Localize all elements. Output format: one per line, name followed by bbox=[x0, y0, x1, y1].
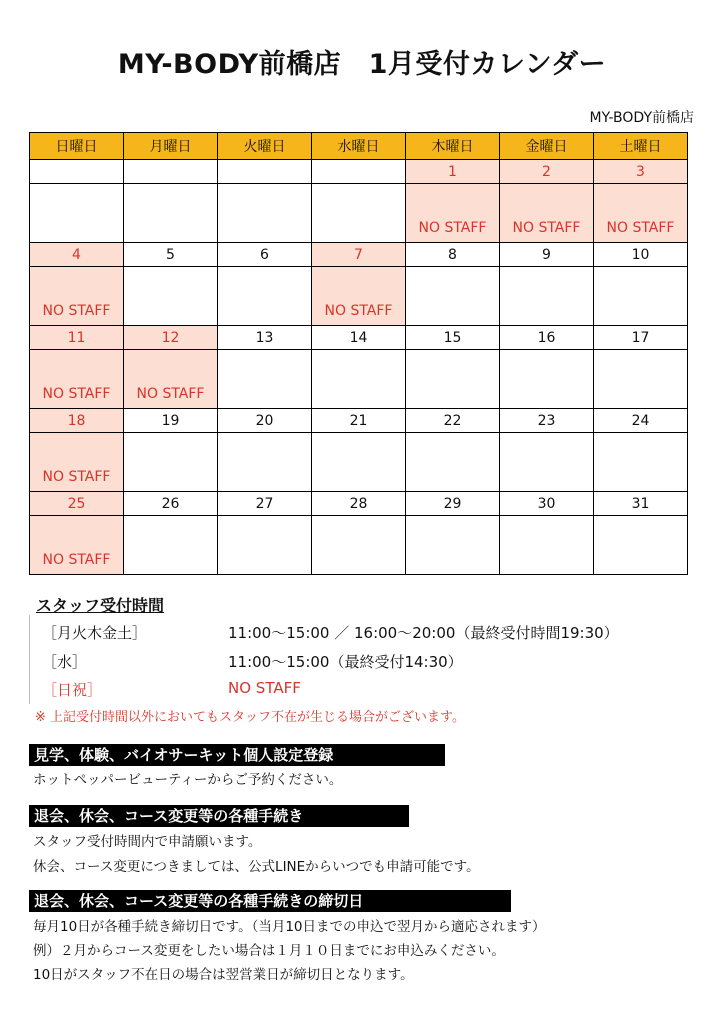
calendar-day-cell bbox=[312, 516, 406, 575]
calendar-date: 13 bbox=[218, 326, 312, 350]
calendar-date: 20 bbox=[218, 409, 312, 433]
calendar-day-cell bbox=[30, 184, 124, 243]
no-staff-label: NO STAFF bbox=[324, 303, 393, 319]
calendar-day-cell bbox=[30, 516, 124, 575]
calendar-day-cell bbox=[124, 267, 218, 326]
section-text: 毎月10日が各種手続き締切日です。（当月10日までの申込で翌月から適応されます） bbox=[33, 919, 546, 935]
calendar-date: 3 bbox=[594, 160, 688, 184]
section-text: 休会、コース変更につきましては、公式LINEからいつでも申請可能です。 bbox=[33, 859, 480, 875]
no-staff-label: NO STAFF bbox=[42, 386, 111, 402]
calendar-day-cell bbox=[594, 267, 688, 326]
calendar-day-cell bbox=[312, 433, 406, 492]
weekday-header: 火曜日 bbox=[218, 133, 312, 160]
calendar-status-row bbox=[30, 350, 688, 409]
hours-value: NO STAFF bbox=[228, 679, 301, 697]
calendar-date: 19 bbox=[124, 409, 218, 433]
calendar-date: 1 bbox=[406, 160, 500, 184]
calendar-date bbox=[218, 160, 312, 184]
hours-title: スタッフ受付時間 bbox=[36, 596, 165, 615]
calendar-date: 21 bbox=[312, 409, 406, 433]
page-title: MY-BODY前橋店 1月受付カレンダー bbox=[117, 49, 607, 80]
calendar-date-row bbox=[30, 243, 688, 267]
calendar-day-cell bbox=[594, 433, 688, 492]
calendar-day-cell bbox=[500, 267, 594, 326]
no-staff-label: NO STAFF bbox=[606, 220, 675, 236]
weekday-header: 土曜日 bbox=[594, 133, 688, 160]
hours-value: 11:00～15:00（最終受付14:30） bbox=[228, 653, 463, 671]
calendar-day-cell bbox=[500, 516, 594, 575]
calendar-day-cell bbox=[124, 350, 218, 409]
calendar-day-cell bbox=[30, 350, 124, 409]
calendar-day-cell bbox=[594, 516, 688, 575]
hours-label: ［日祝］ bbox=[42, 681, 103, 699]
calendar-day-cell bbox=[312, 350, 406, 409]
calendar-status-row bbox=[30, 184, 688, 243]
calendar-date-row bbox=[30, 409, 688, 433]
calendar-table bbox=[29, 132, 688, 575]
calendar-day-cell bbox=[30, 267, 124, 326]
calendar-day-cell bbox=[406, 267, 500, 326]
no-staff-label: NO STAFF bbox=[512, 220, 581, 236]
calendar-day-cell bbox=[218, 350, 312, 409]
calendar-day-cell bbox=[218, 516, 312, 575]
calendar-date: 14 bbox=[312, 326, 406, 350]
calendar-status-row bbox=[30, 433, 688, 492]
calendar-date: 29 bbox=[406, 492, 500, 516]
calendar-date: 5 bbox=[124, 243, 218, 267]
calendar-date-row bbox=[30, 492, 688, 516]
no-staff-label: NO STAFF bbox=[418, 220, 487, 236]
section-text: 10日がスタッフ不在日の場合は翌営業日が締切日となります。 bbox=[33, 967, 414, 983]
calendar-date: 10 bbox=[594, 243, 688, 267]
section-heading: 見学、体験、バイオサーキット個人設定登録 bbox=[29, 744, 445, 766]
calendar-date: 9 bbox=[500, 243, 594, 267]
calendar-day-cell bbox=[30, 433, 124, 492]
calendar-date bbox=[312, 160, 406, 184]
calendar-day-cell bbox=[500, 433, 594, 492]
calendar-date bbox=[30, 160, 124, 184]
hours-box bbox=[29, 615, 692, 704]
no-staff-label: NO STAFF bbox=[42, 469, 111, 485]
section-heading: 退会、休会、コース変更等の各種手続きの締切日 bbox=[29, 890, 511, 912]
hours-note: ※ 上記受付時間以外においてもスタッフ不在が生じる場合がございます。 bbox=[35, 710, 465, 725]
calendar-date: 12 bbox=[124, 326, 218, 350]
weekday-header: 水曜日 bbox=[312, 133, 406, 160]
no-staff-label: NO STAFF bbox=[42, 303, 111, 319]
hours-value: 11:00～15:00 ／ 16:00～20:00（最終受付時間19:30） bbox=[228, 624, 619, 642]
calendar-date-row bbox=[30, 160, 688, 184]
calendar-date: 26 bbox=[124, 492, 218, 516]
calendar-day-cell bbox=[124, 433, 218, 492]
calendar-header-row bbox=[30, 133, 688, 160]
calendar-date: 24 bbox=[594, 409, 688, 433]
section-text: ホットペッパービューティーからご予約ください。 bbox=[33, 772, 343, 788]
calendar-date: 28 bbox=[312, 492, 406, 516]
section-text: 例）２月からコース変更をしたい場合は１月１０日までにお申込みください。 bbox=[33, 943, 505, 959]
calendar-date: 6 bbox=[218, 243, 312, 267]
calendar-date bbox=[124, 160, 218, 184]
hours-label: ［月火木金土］ bbox=[42, 624, 148, 642]
no-staff-label: NO STAFF bbox=[42, 552, 111, 568]
calendar-date: 30 bbox=[500, 492, 594, 516]
calendar-date: 2 bbox=[500, 160, 594, 184]
calendar-day-cell bbox=[500, 350, 594, 409]
calendar-day-cell bbox=[218, 433, 312, 492]
calendar-day-cell bbox=[218, 184, 312, 243]
calendar-date: 4 bbox=[30, 243, 124, 267]
calendar-date: 27 bbox=[218, 492, 312, 516]
calendar-date: 22 bbox=[406, 409, 500, 433]
calendar-date: 11 bbox=[30, 326, 124, 350]
calendar-day-cell bbox=[124, 184, 218, 243]
calendar-date: 7 bbox=[312, 243, 406, 267]
calendar-day-cell bbox=[218, 267, 312, 326]
weekday-header: 日曜日 bbox=[30, 133, 124, 160]
calendar-status-row bbox=[30, 267, 688, 326]
calendar-day-cell bbox=[124, 516, 218, 575]
calendar-day-cell bbox=[500, 184, 594, 243]
weekday-header: 木曜日 bbox=[406, 133, 500, 160]
no-staff-label: NO STAFF bbox=[136, 386, 205, 402]
calendar-day-cell bbox=[594, 350, 688, 409]
calendar-date: 15 bbox=[406, 326, 500, 350]
section-heading: 退会、休会、コース変更等の各種手続き bbox=[29, 805, 409, 827]
weekday-header: 金曜日 bbox=[500, 133, 594, 160]
calendar-day-cell bbox=[406, 184, 500, 243]
store-name: MY-BODY前橋店 bbox=[589, 110, 694, 126]
calendar-date: 17 bbox=[594, 326, 688, 350]
calendar-day-cell bbox=[406, 350, 500, 409]
calendar-date: 25 bbox=[30, 492, 124, 516]
hours-label: ［水］ bbox=[42, 653, 88, 671]
calendar-date: 16 bbox=[500, 326, 594, 350]
calendar-day-cell bbox=[594, 184, 688, 243]
weekday-header: 月曜日 bbox=[124, 133, 218, 160]
calendar-date: 23 bbox=[500, 409, 594, 433]
calendar-date: 8 bbox=[406, 243, 500, 267]
calendar-day-cell bbox=[312, 267, 406, 326]
calendar-status-row bbox=[30, 516, 688, 575]
section-text: スタッフ受付時間内で申請願います。 bbox=[33, 834, 262, 850]
calendar-day-cell bbox=[312, 184, 406, 243]
calendar-date: 18 bbox=[30, 409, 124, 433]
calendar-day-cell bbox=[406, 433, 500, 492]
calendar-date: 31 bbox=[594, 492, 688, 516]
calendar-day-cell bbox=[406, 516, 500, 575]
calendar-date-row bbox=[30, 326, 688, 350]
